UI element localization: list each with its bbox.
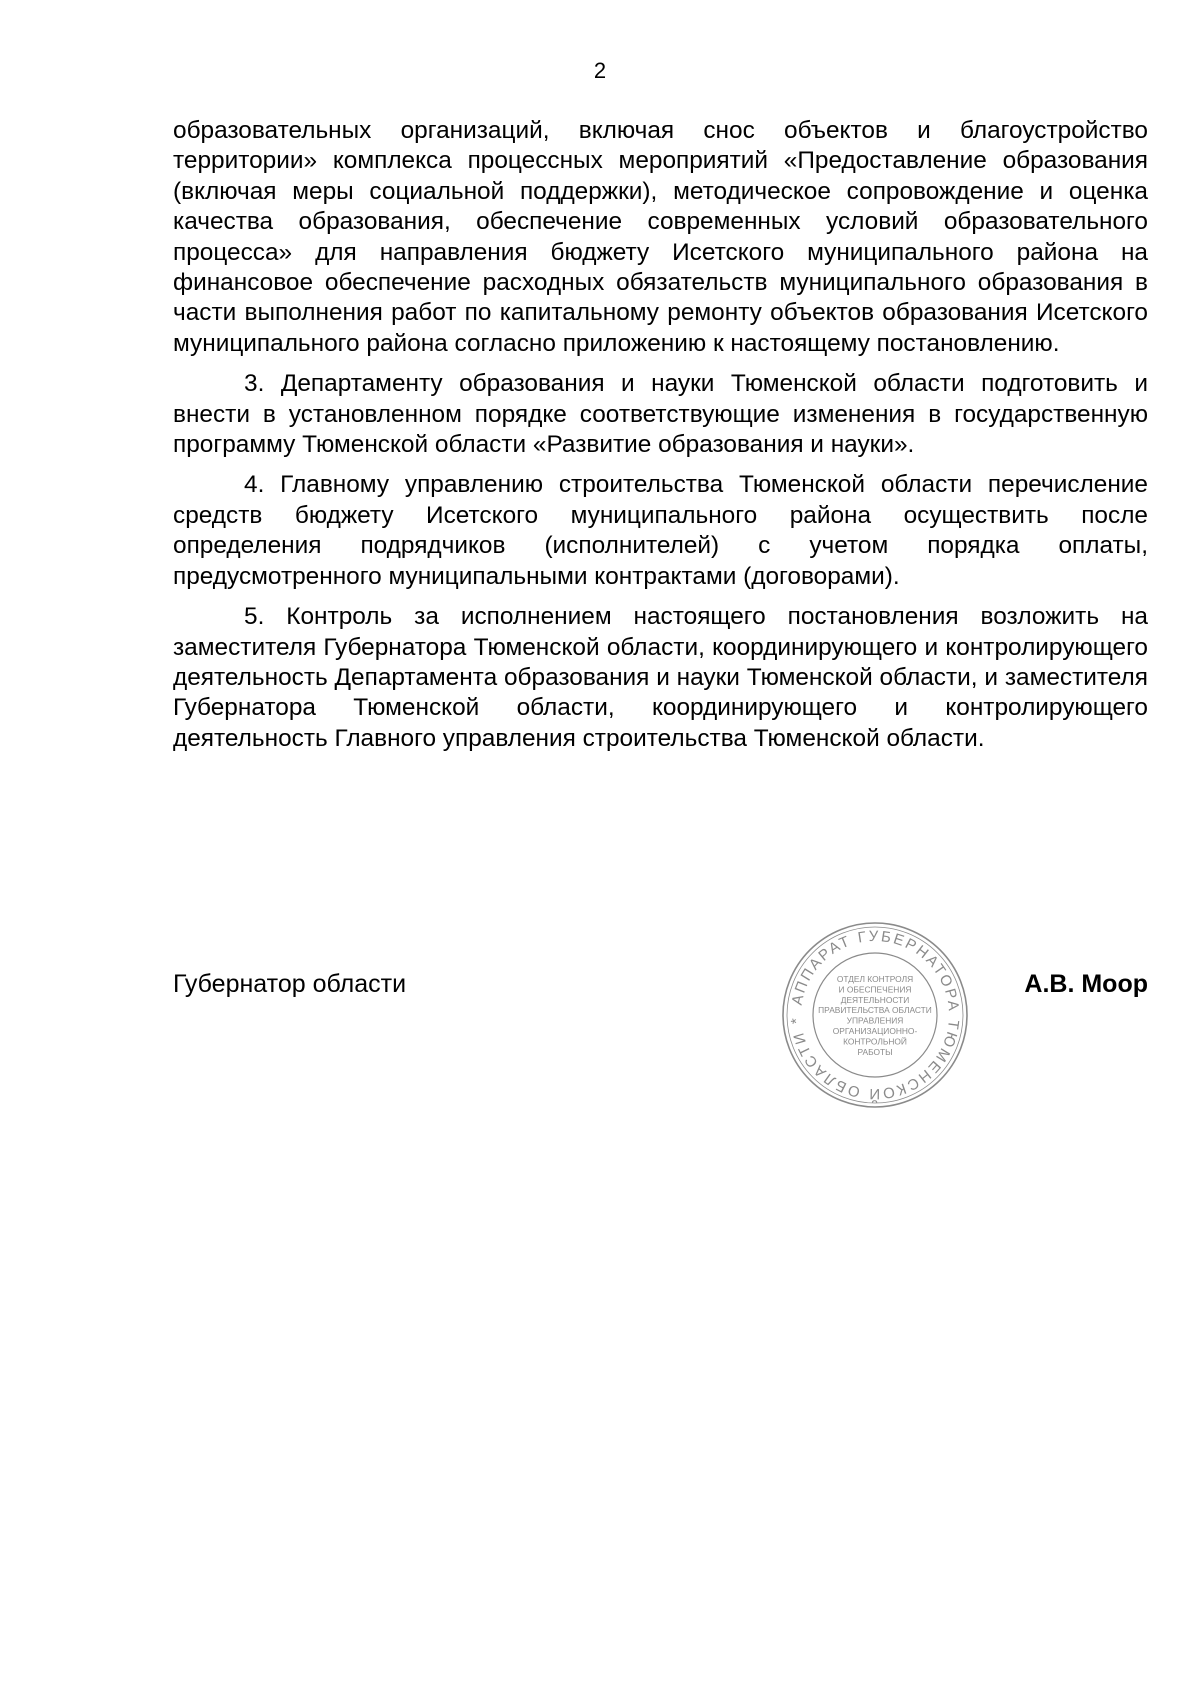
stamp-inner-line: ДЕЯТЕЛЬНОСТИ (840, 994, 910, 1005)
signatory-name: А.В. Моор (1024, 970, 1148, 998)
stamp-inner-line: ОТДЕЛ КОНТРОЛЯ (836, 974, 914, 984)
stamp-inner-line: РАБОТЫ (857, 1046, 893, 1057)
stamp-inner-line: ОРГАНИЗАЦИОННО- (832, 1026, 918, 1036)
official-stamp (780, 920, 970, 1110)
stamp-inner-line: И ОБЕСПЕЧЕНИЯ (838, 984, 912, 995)
signatory-position: Губернатор области (173, 970, 407, 998)
paragraph-continuation: образовательных организаций, включая снос объектов и благоустройство территории» комплекса процессных мероприятий «Предоставление образования (включая меры социальной поддержки), методическое сопровождение и оценка качества образования, обеспечение современных условий образовательного процесса» для направления бюджету Исетского муниципального района на финансовое обеспечение расходных обязательств муниципального образования в части выполнения работ по капитальному ремонту объектов образования Исетского муниципального района согласно приложению к настоящему постановлению. (173, 117, 1148, 357)
signature-block (173, 969, 1148, 1009)
svg-text:АППАРАТ ГУБЕРНАТОРА ТЮМЕНСКОЙ: АППАРАТ ГУБЕРНАТОРА ТЮМЕНСКОЙ ОБЛАСТИ * (787, 927, 963, 1103)
paragraph-item-3: 3. Департаменту образования и науки Тюменской области подготовить и внести в установленном порядке соответствующие изменения в государственную программу Тюменской области «Развитие образования и науки». (173, 370, 1148, 459)
stamp-seal-icon (780, 920, 970, 1110)
stamp-inner-line: КОНТРОЛЬНОЙ (843, 1036, 907, 1047)
paragraph-item-5: 5. Контроль за исполнением настоящего постановления возложить на заместителя Губернатора Тюменской области, координирующего и контролирующего деятельность Департамента образования и науки Тюменской области, и заместителя Губернатора Тюменской области, координирующего и контролирующего деятельность Главного управления строительства Тюменской области. (173, 603, 1148, 752)
page-number: 2 (593, 58, 607, 83)
stamp-inner-line: ПРАВИТЕЛЬСТВА ОБЛАСТИ (818, 1005, 932, 1016)
paragraph-item-4: 4. Главному управлению строительства Тюменской области перечисление средств бюджету Исетского муниципального района осуществить после определения подрядчиков (исполнителей) с учетом порядка оплаты, предусмотренного муниципальными контрактами (договорами). (173, 471, 1148, 590)
document-body (173, 116, 1148, 754)
stamp-inner-line: УПРАВЛЕНИЯ (846, 1015, 904, 1026)
